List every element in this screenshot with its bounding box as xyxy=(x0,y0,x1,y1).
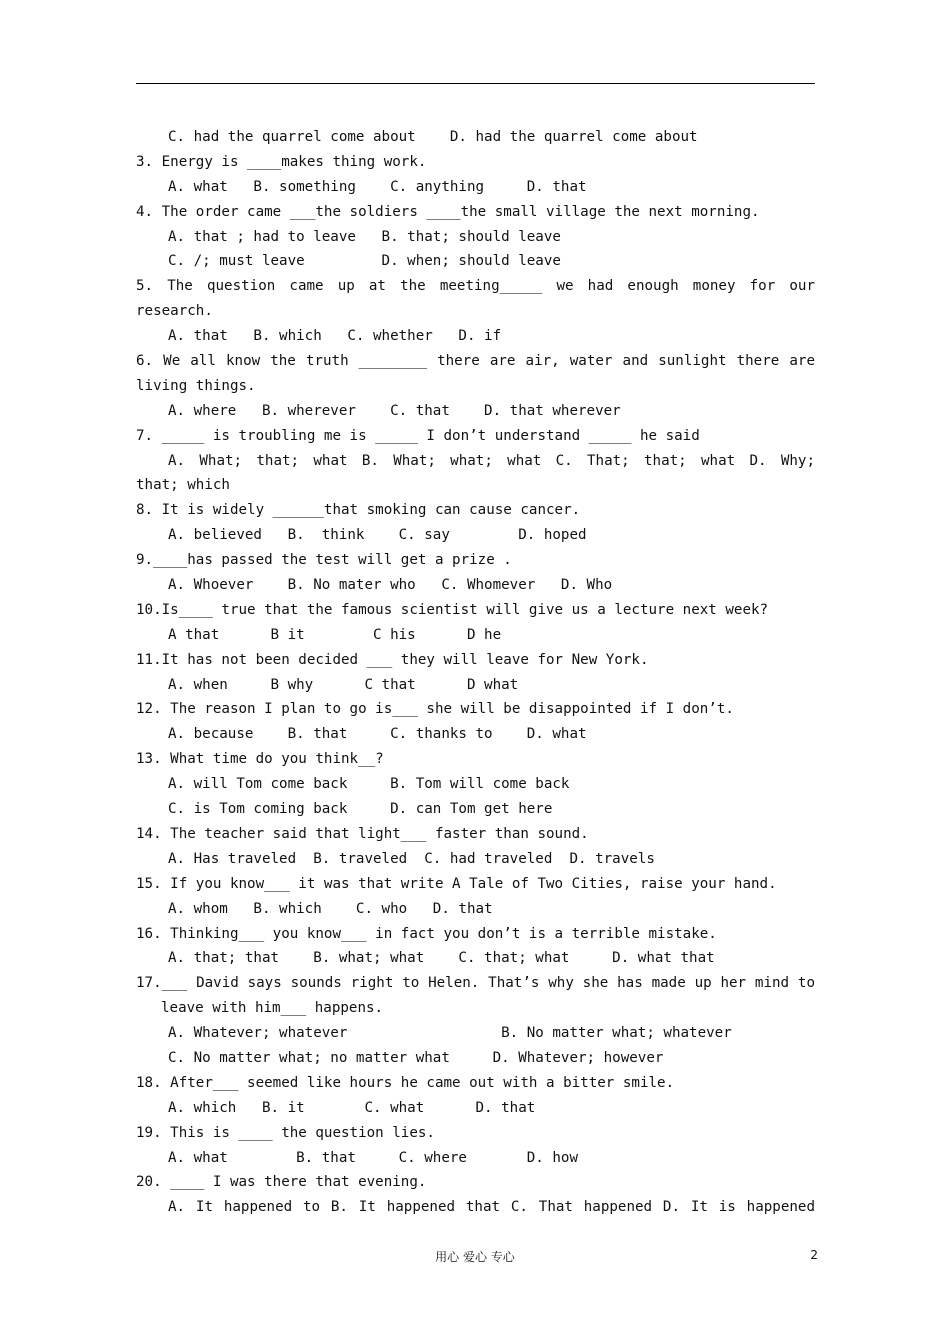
answer-options-line: A. What; that; what B. What; what; what C. That; that; what D. Why; xyxy=(168,452,815,469)
question-line: 12. The reason I plan to go is___ she will be disappointed if I don’t. xyxy=(136,701,734,718)
answer-options-line: C. had the quarrel come about D. had the quarrel come about xyxy=(168,129,698,145)
question-line: that; which xyxy=(136,477,230,494)
question-line: living things. xyxy=(136,377,256,394)
answer-options-line: A. whom B. which C. who D. that xyxy=(168,900,493,917)
answer-options-line: A. what B. something C. anything D. that xyxy=(168,178,587,195)
answer-options-line: A. where B. wherever C. that D. that wherever xyxy=(168,402,621,419)
question-line: leave with him___ happens. xyxy=(161,1000,384,1017)
question-line: 13. What time do you think__? xyxy=(136,751,384,768)
answer-options-line: C. /; must leave D. when; should leave xyxy=(168,253,561,270)
question-line: 6. We all know the truth ________ there are air, water and sunlight there are xyxy=(136,353,815,370)
answer-options-line: C. is Tom coming back D. can Tom get here xyxy=(168,801,553,818)
question-line: 4. The order came ___the soldiers ____the small village the next morning. xyxy=(136,203,760,220)
question-line: 20. ____ I was there that evening. xyxy=(136,1174,427,1191)
question-line: 16. Thinking___ you know___ in fact you don’t is a terrible mistake. xyxy=(136,925,717,942)
answer-options-line: A. believed B. think C. say D. hoped xyxy=(168,527,587,544)
answer-options-line: A. what B. that C. where D. how xyxy=(168,1149,578,1166)
question-line: 15. If you know___ it was that write A Tale of Two Cities, raise your hand. xyxy=(136,875,777,892)
question-line: 5. The question came up at the meeting_____ we had enough money for our xyxy=(136,278,815,295)
answer-options-line: A. that B. which C. whether D. if xyxy=(168,328,502,345)
question-line: 10.Is____ true that the famous scientist will give us a lecture next week? xyxy=(136,601,769,618)
answer-options-line: A. It happened to B. It happened that C. That happened D. It is happened xyxy=(168,1199,815,1216)
question-line: 19. This is ____ the question lies. xyxy=(136,1124,435,1141)
exercise-content xyxy=(136,125,815,1220)
answer-options-line: A. Whatever; whatever B. No matter what; whatever xyxy=(168,1025,732,1042)
answer-options-line: A. because B. that C. thanks to D. what xyxy=(168,726,587,743)
question-line: 14. The teacher said that light___ faster than sound. xyxy=(136,825,589,842)
answer-options-line: A that B it C his D he xyxy=(168,626,502,643)
answer-options-line: A. when B why C that D what xyxy=(168,676,519,693)
question-line: 11.It has not been decided ___ they will leave for New York. xyxy=(136,651,649,668)
answer-options-line: A. Has traveled B. traveled C. had traveled D. travels xyxy=(168,850,655,867)
question-line: 7. _____ is troubling me is _____ I don’t understand _____ he said xyxy=(136,427,700,444)
question-line: 9.____has passed the test will get a prize . xyxy=(136,552,512,569)
answer-options-line: C. No matter what; no matter what D. Whatever; however xyxy=(168,1049,664,1066)
page-number: 2 xyxy=(810,1248,818,1262)
question-line: 18. After___ seemed like hours he came out with a bitter smile. xyxy=(136,1074,675,1091)
answer-options-line: A. that; that B. what; what C. that; what D. what that xyxy=(168,950,715,967)
question-line: 3. Energy is ____makes thing work. xyxy=(136,153,427,170)
answer-options-line: A. will Tom come back B. Tom will come back xyxy=(168,776,570,793)
question-line: 8. It is widely ______that smoking can cause cancer. xyxy=(136,502,581,519)
footer-motto: 用心 爱心 专心 xyxy=(435,1250,515,1264)
answer-options-line: A. that ; had to leave B. that; should leave xyxy=(168,228,561,245)
answer-options-line: A. Whoever B. No mater who C. Whomever D. Who xyxy=(168,577,613,594)
answer-options-line: A. which B. it C. what D. that xyxy=(168,1099,536,1116)
question-line: 17.___ David says sounds right to Helen. That’s why she has made up her mind to xyxy=(136,975,815,992)
question-line: research. xyxy=(136,303,213,320)
header-rule xyxy=(136,83,815,84)
